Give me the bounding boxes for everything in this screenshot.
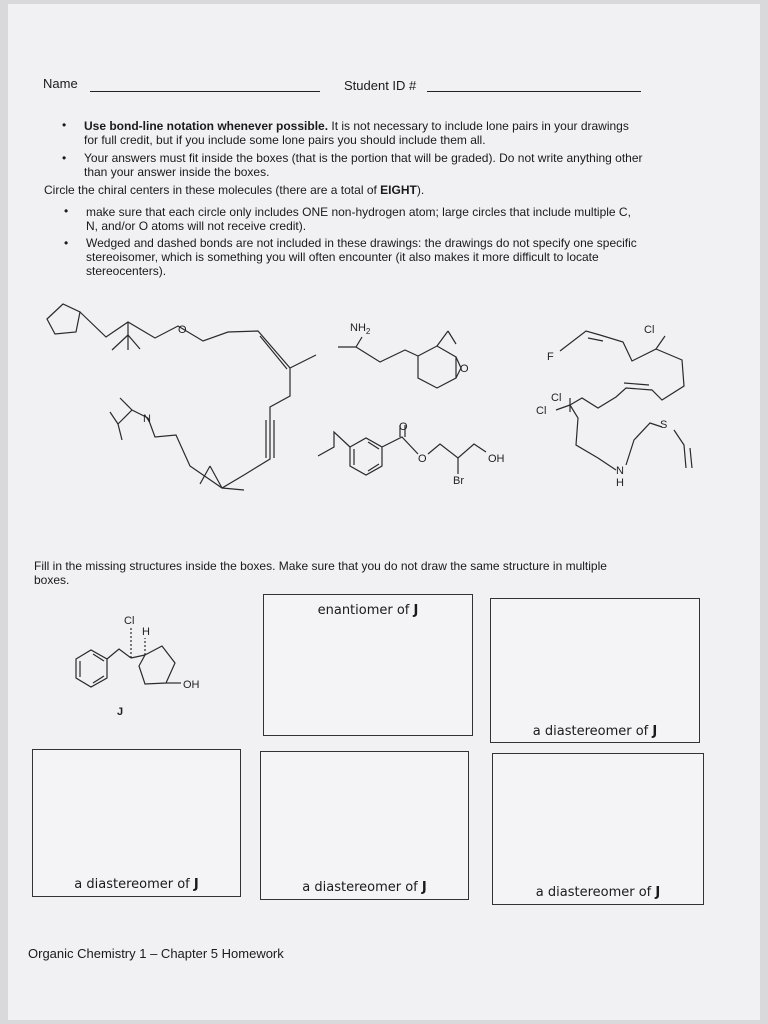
answer-box-enantiomer[interactable] xyxy=(263,594,473,736)
box-label: a diastereomer of J xyxy=(532,724,658,739)
cl2-label: Cl xyxy=(551,392,562,404)
bullet-dot: • xyxy=(62,118,67,132)
box-label: enantiomer of J xyxy=(317,603,419,618)
instruction-bullet-2-line2: than your answer inside the boxes. xyxy=(84,165,270,179)
answer-box-diastereomer-2[interactable] xyxy=(32,749,241,897)
j-oh-label: OH xyxy=(183,679,200,691)
sub-bullet-2-line2: stereoisomer, which is something you will often encounter (it also makes it more difficult to locate xyxy=(86,250,599,264)
box-label: a diastereomer of J xyxy=(302,880,427,895)
ester-o-label: O xyxy=(418,453,427,465)
carbonyl-o-label: O xyxy=(399,421,408,433)
box-label: a diastereomer of J xyxy=(74,877,199,892)
br-label: Br xyxy=(453,475,464,487)
circle-bold: EIGHT xyxy=(380,183,417,197)
j-h-label: H xyxy=(142,626,150,638)
n2-label: N xyxy=(616,465,624,477)
answer-box-diastereomer-3[interactable] xyxy=(260,751,469,900)
oh1-label: OH xyxy=(488,453,505,465)
h2-label: H xyxy=(616,477,624,489)
instruction-bullet-1-line2: for full credit, but if you include some lone pairs you should include them all. xyxy=(84,133,486,147)
circle-prefix: Circle the chiral centers in these molecules (there are a total of xyxy=(44,183,381,197)
instruction-bullet-1-rest: It is not necessary to include lone pairs in your drawings xyxy=(328,119,629,133)
answer-box-diastereomer-4[interactable] xyxy=(492,753,704,905)
sub-bullet-1-line2: N, and/or O atoms will not receive credit). xyxy=(86,219,307,233)
j-label: J xyxy=(117,706,124,718)
bullet-dot: • xyxy=(62,151,67,165)
o1-label: O xyxy=(178,324,187,336)
sub-bullet-2: Wedged and dashed bonds are not included in these drawings: the drawings do not specify one specific xyxy=(86,236,637,250)
footer-text: Organic Chemistry 1 – Chapter 5 Homework xyxy=(28,946,284,961)
bullet-dot: • xyxy=(64,236,69,250)
instruction-bullet-1-bold: Use bond-line notation whenever possible. xyxy=(84,119,329,133)
student-id-label: Student ID # xyxy=(344,78,417,93)
bullet-dot: • xyxy=(64,204,69,218)
f-label: F xyxy=(547,351,554,363)
n1-label: N xyxy=(143,413,151,425)
circle-suffix: ). xyxy=(416,183,425,197)
cl1-label: Cl xyxy=(644,324,655,336)
fill-in-instruction: Fill in the missing structures inside the boxes. Make sure that you do not draw the same structure in multiple xyxy=(34,559,607,573)
nh2-label: $NH_2$ xyxy=(350,322,371,336)
sub-bullet-1: make sure that each circle only includes ONE non-hydrogen atom; large circles that include multiple C, xyxy=(86,205,631,219)
name-label: Name xyxy=(43,76,78,91)
s-label: S xyxy=(660,419,668,431)
fill-in-instruction-line2: boxes. xyxy=(34,573,70,587)
cl3-label: Cl xyxy=(536,405,547,417)
epoxide-o-label: O xyxy=(460,363,469,375)
instruction-bullet-2: Your answers must fit inside the boxes (that is the portion that will be graded). Do not write anything other xyxy=(84,151,643,165)
box-label: a diastereomer of J xyxy=(535,885,661,900)
j-cl-label: Cl xyxy=(124,615,135,627)
answer-box-diastereomer-1[interactable] xyxy=(490,598,700,743)
sub-bullet-2-line3: stereocenters). xyxy=(86,264,167,278)
